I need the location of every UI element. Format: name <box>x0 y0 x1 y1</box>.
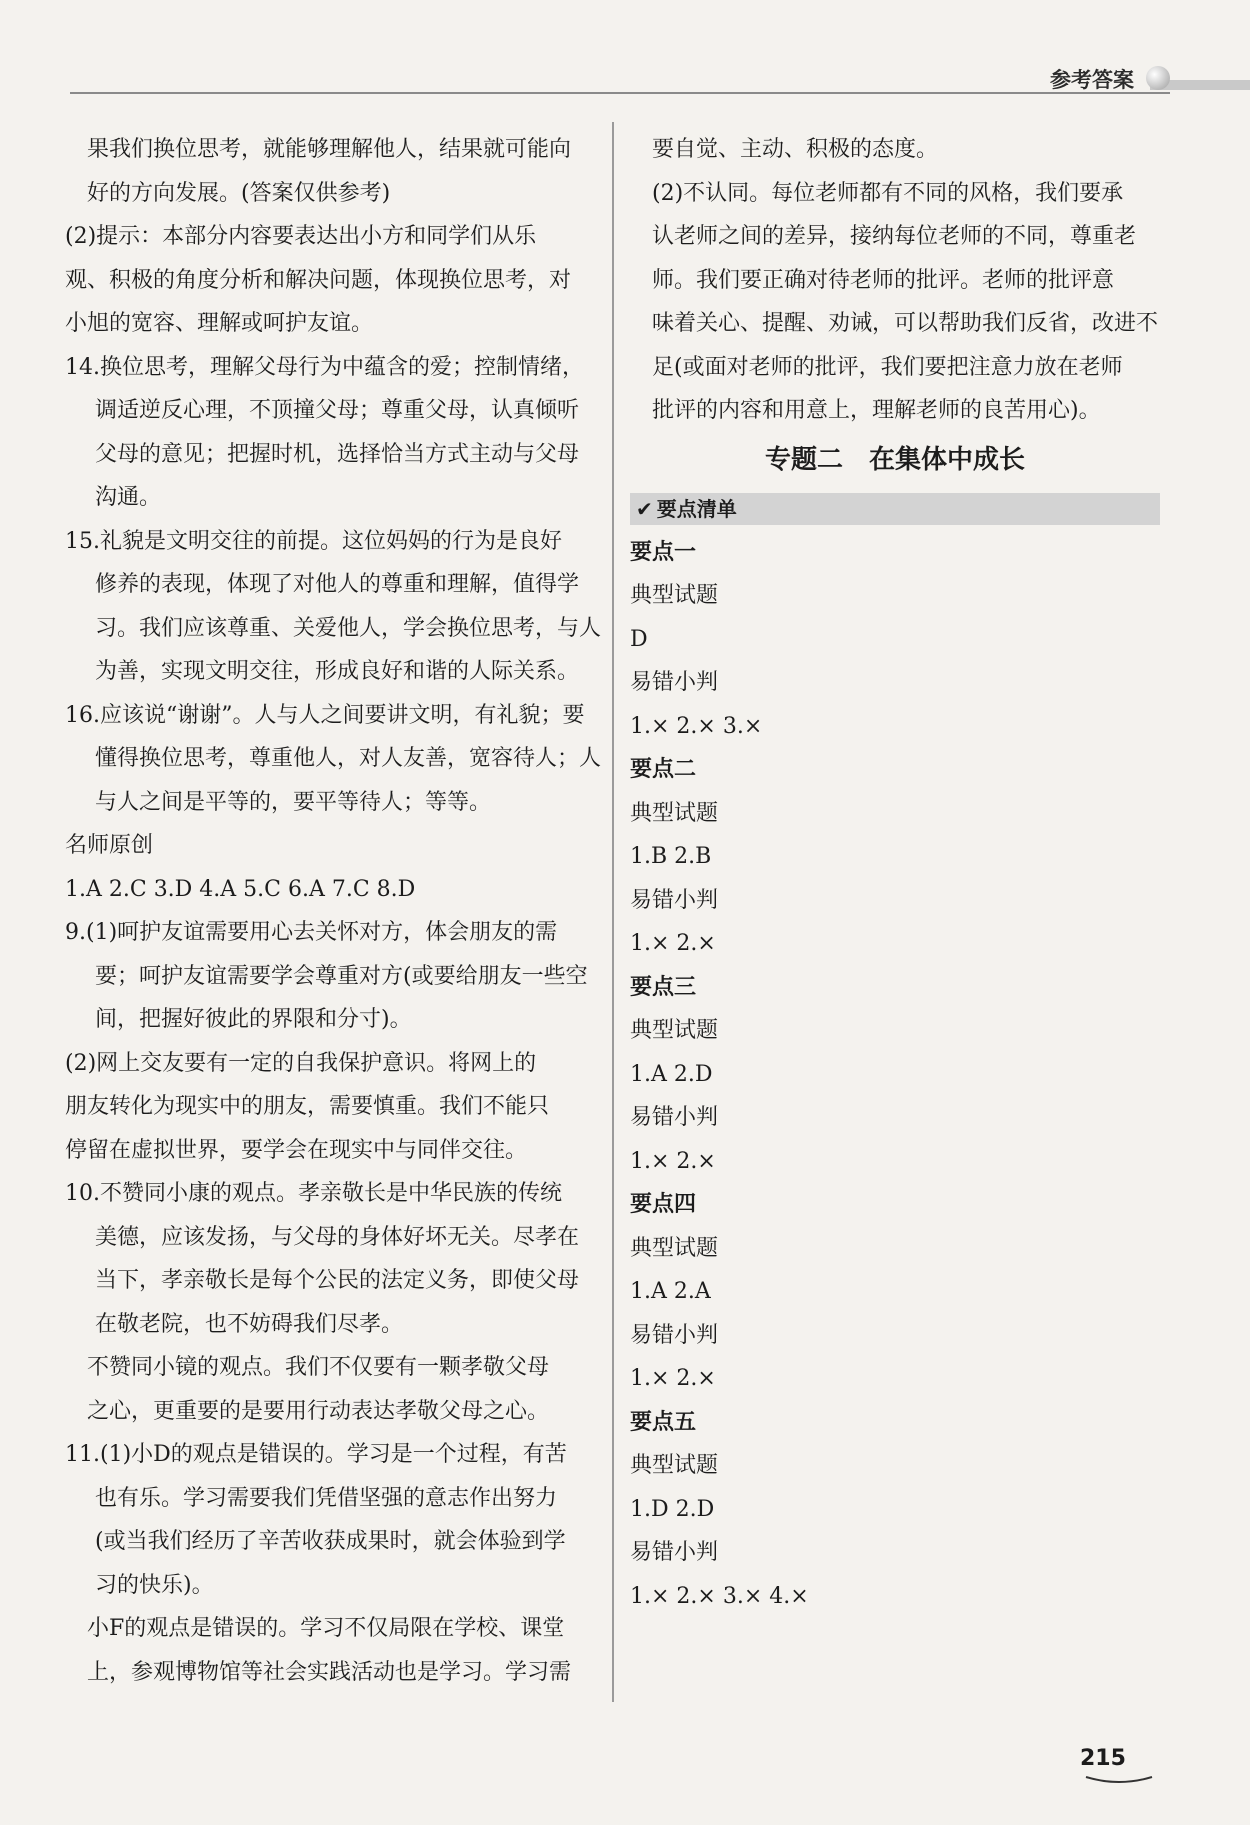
line-text: 不赞同小康的观点。孝亲敬长是中华民族的传统 <box>100 1181 563 1206</box>
line-text: (2)不认同。每位老师都有不同的风格，我们要承 <box>652 180 1124 206</box>
text-line <box>95 781 595 825</box>
text-line <box>65 1172 595 1216</box>
line-text: 果我们换位思考，就能够理解他人，结果就可能向 <box>87 137 572 162</box>
line-text: (1)小D的观点是错误的。学习是一个过程，有苦 <box>100 1442 567 1467</box>
answer-paragraph <box>630 128 1160 172</box>
line-text: 当下，孝亲敬长是每个公民的法定义务，即使父母 <box>95 1268 580 1293</box>
answer-paragraph <box>65 520 602 694</box>
text-line <box>65 1390 595 1434</box>
text-line <box>630 128 1160 172</box>
text-line <box>95 955 595 999</box>
text-line <box>95 650 595 694</box>
answer-paragraph <box>65 128 595 215</box>
text-line <box>65 1607 595 1651</box>
line-text: 换位思考，理解父母行为中蕴含的爱；控制情绪， <box>100 354 585 380</box>
text-line <box>65 520 595 564</box>
text-line <box>65 824 595 868</box>
line-text: 味着关心、提醒、劝诫，可以帮助我们反省，改进不 <box>652 311 1159 336</box>
answer-paragraph <box>65 1433 595 1607</box>
item-number: 11. <box>65 1442 100 1467</box>
column-divider <box>612 122 614 1702</box>
key-point-answer: 1.× 2.× <box>630 1366 716 1391</box>
key-point-group <box>630 966 1160 1184</box>
text-line <box>630 215 1160 259</box>
answer-paragraph <box>65 694 602 825</box>
band-label: 要点清单 <box>656 496 737 521</box>
line-text: 小旭的宽容、理解或呵护友谊。 <box>65 311 374 336</box>
text-line <box>95 1564 595 1608</box>
key-point-title: 要点二 <box>630 757 697 782</box>
line-text: 1.A 2.C 3.D 4.A 5.C 6.A 7.C 8.D <box>65 876 416 902</box>
key-point-answer: 1.A 2.A <box>630 1279 711 1304</box>
line-text: 批评的内容和用意上，理解老师的良苦用心)。 <box>652 398 1101 423</box>
text-line <box>95 1216 595 1260</box>
line-text: 要自觉、主动、积极的态度。 <box>652 137 939 162</box>
text-line <box>65 128 595 172</box>
key-point-answer: 1.× 2.× 3.× <box>630 713 763 739</box>
key-point-subtitle: 易错小判 <box>630 670 719 695</box>
text-line <box>630 389 1160 433</box>
line-text: 停留在虚拟世界，要学会在现实中与同伴交往。 <box>65 1137 528 1163</box>
answer-paragraph <box>65 1042 595 1173</box>
answer-paragraph <box>65 868 595 912</box>
text-line <box>65 1042 595 1086</box>
checkmark-icon: ✔ <box>636 496 653 521</box>
text-line <box>630 259 1160 303</box>
text-line <box>65 346 595 390</box>
key-point-subtitle: 易错小判 <box>630 1105 719 1130</box>
key-point-subtitle: 易错小判 <box>630 887 719 913</box>
text-line <box>630 302 1160 346</box>
text-line <box>65 172 595 216</box>
line-text: 名师原创 <box>65 833 154 858</box>
key-point-answer: 1.A 2.D <box>630 1061 713 1087</box>
key-point-subtitle: 易错小判 <box>630 1540 719 1565</box>
key-point-answer: D <box>630 626 648 652</box>
text-line <box>65 215 595 259</box>
key-point-title: 要点三 <box>630 974 697 1000</box>
line-text: (或当我们经历了辛苦收获成果时，就会体验到学 <box>95 1529 566 1554</box>
key-point-subtitle: 典型试题 <box>630 1453 719 1478</box>
text-line <box>95 737 602 781</box>
line-text: 师。我们要正确对待老师的批评。老师的批评意 <box>652 267 1115 293</box>
text-line <box>65 1651 595 1695</box>
line-text: 美德，应该发扬，与父母的身体好坏无关。尽孝在 <box>95 1224 580 1250</box>
text-line <box>65 694 595 738</box>
line-text: 礼貌是文明交往的前提。这位妈妈的行为是良好 <box>100 528 563 554</box>
line-text: 习的快乐)。 <box>95 1572 214 1598</box>
header-dot-icon <box>1146 66 1170 90</box>
answer-paragraph <box>65 1607 595 1694</box>
line-text: 在敬老院，也不妨碍我们尽孝。 <box>95 1311 404 1337</box>
item-number: 16. <box>65 702 100 728</box>
text-line <box>630 172 1160 216</box>
page-number: 215 <box>1080 1746 1126 1771</box>
key-point-group <box>630 531 1160 749</box>
line-text: 好的方向发展。(答案仅供参考) <box>87 180 391 206</box>
text-line <box>95 1303 595 1347</box>
line-text: 为善，实现文明交往，形成良好和谐的人际关系。 <box>95 659 580 684</box>
line-text: 朋友转化为现实中的朋友，需要慎重。我们不能只 <box>65 1094 550 1119</box>
key-point-answer: 1.× 2.× 3.× 4.× <box>630 1583 809 1609</box>
line-text: 观、积极的角度分析和解决问题，体现换位思考，对 <box>65 267 572 293</box>
key-point-title: 要点一 <box>630 539 697 565</box>
header-rule <box>70 92 1170 94</box>
item-number: 9. <box>65 920 86 945</box>
line-text: 也有乐。学习需要我们凭借坚强的意志作出努力 <box>95 1485 558 1511</box>
answer-paragraph <box>65 215 595 346</box>
text-line <box>95 1259 595 1303</box>
key-point-subtitle: 易错小判 <box>630 1322 719 1348</box>
line-text: 间，把握好彼此的界限和分寸)。 <box>95 1007 412 1032</box>
text-line <box>95 607 602 651</box>
answer-paragraph <box>65 824 595 868</box>
section-title: 专题二 在集体中成长 <box>764 444 1025 475</box>
answer-paragraph <box>65 1172 595 1346</box>
key-point-subtitle: 典型试题 <box>630 800 719 826</box>
line-text: 认老师之间的差异，接纳每位老师的不同，尊重老 <box>652 224 1137 249</box>
line-text: 小F的观点是错误的。学习不仅局限在学校、课堂 <box>87 1616 565 1641</box>
text-line <box>65 868 595 912</box>
text-line <box>65 302 595 346</box>
line-text: 父母的意见；把握时机，选择恰当方式主动与父母 <box>95 441 580 467</box>
key-points-band <box>630 493 1160 525</box>
line-text: 应该说“谢谢”。人与人之间要讲文明，有礼貌；要 <box>100 702 585 728</box>
text-line <box>95 563 595 607</box>
answer-paragraph <box>65 1346 595 1433</box>
key-point-answer: 1.× 2.× <box>630 931 716 956</box>
text-line <box>65 259 595 303</box>
page-number-swoosh-icon <box>1084 1775 1154 1785</box>
line-text: 习。我们应该尊重、关爱他人，学会换位思考，与人 <box>95 615 602 641</box>
text-line <box>65 1346 595 1390</box>
header-title: 参考答案 <box>1050 68 1134 92</box>
line-text: (1)呵护友谊需要用心去关怀对方，体会朋友的需 <box>86 920 558 945</box>
item-number: 10. <box>65 1181 100 1206</box>
line-text: (2)网上交友要有一定的自我保护意识。将网上的 <box>65 1050 537 1076</box>
line-text: 之心，更重要的是要用行动表达孝敬父母之心。 <box>87 1398 550 1424</box>
key-point-group <box>630 748 1160 966</box>
key-point-group <box>630 1183 1160 1401</box>
line-text: 足(或面对老师的批评，我们要把注意力放在老师 <box>652 354 1123 380</box>
key-point-title: 要点四 <box>630 1192 697 1217</box>
text-line <box>65 1129 595 1173</box>
text-line <box>95 476 595 520</box>
key-point-subtitle: 典型试题 <box>630 1018 719 1043</box>
text-line <box>95 1477 595 1521</box>
line-text: 沟通。 <box>95 485 162 510</box>
key-point-title: 要点五 <box>630 1409 697 1435</box>
key-point-group <box>630 1401 1160 1619</box>
key-point-answer: 1.B 2.B <box>630 844 712 869</box>
key-point-subtitle: 典型试题 <box>630 1235 719 1261</box>
key-point-subtitle: 典型试题 <box>630 583 719 608</box>
line-text: 调适逆反心理，不顶撞父母；尊重父母，认真倾听 <box>95 398 580 423</box>
left-column <box>65 128 602 1694</box>
text-line <box>630 346 1160 390</box>
answer-paragraph <box>65 346 595 520</box>
text-line <box>95 1520 595 1564</box>
item-number: 15. <box>65 528 100 554</box>
line-text: 与人之间是平等的，要平等待人；等等。 <box>95 789 492 815</box>
text-line <box>65 1085 595 1129</box>
line-text: 懂得换位思考，尊重他人，对人友善，宽容待人；人 <box>95 746 602 771</box>
text-line <box>65 911 595 955</box>
key-point-answer: 1.D 2.D <box>630 1496 715 1522</box>
item-number: 14. <box>65 354 100 380</box>
right-column <box>630 128 1160 1618</box>
text-line <box>95 998 595 1042</box>
answer-paragraph <box>630 172 1160 433</box>
text-line <box>65 1433 595 1477</box>
line-text: (2)提示：本部分内容要表达出小方和同学们从乐 <box>65 224 537 249</box>
line-text: 不赞同小镜的观点。我们不仅要有一颗孝敬父母 <box>87 1355 550 1380</box>
answer-paragraph <box>65 911 595 1042</box>
text-line <box>95 433 595 477</box>
line-text: 要；呵护友谊需要学会尊重对方(或要给朋友一些空 <box>95 963 588 989</box>
line-text: 修养的表现，体现了对他人的尊重和理解，值得学 <box>95 572 580 597</box>
key-point-answer: 1.× 2.× <box>630 1148 716 1174</box>
line-text: 上，参观博物馆等社会实践活动也是学习。学习需 <box>87 1659 572 1685</box>
text-line <box>95 389 595 433</box>
